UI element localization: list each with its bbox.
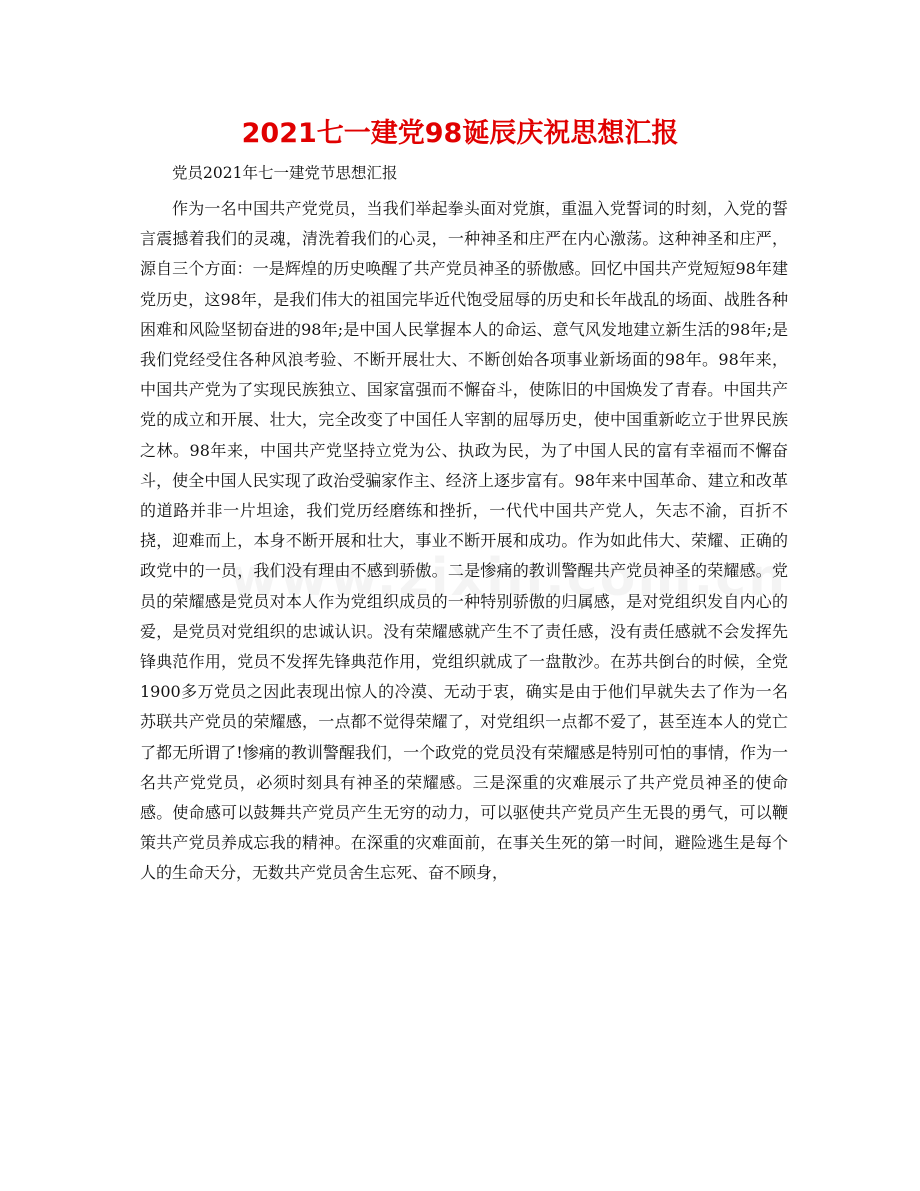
body-paragraph: 作为一名中国共产党党员，当我们举起拳头面对党旗，重温入党誓词的时刻，入党的誓言震撼着我们的灵魂，清洗着我们的心灵，一种神圣和庄严在内心激荡。这种神圣和庄严，源自三个方面：一是辉煌的历史唤醒了共产党员神圣的骄傲感。回忆中国共产党短短98年建党历史，这98年，是我们伟大的祖国完毕近代饱受屈辱的历史和长年战乱的场面、战胜各种困难和风险坚韧奋进的98年;是中国人民掌握本人的命运、意气风发地建立新生活的98年;是我们党经受住各种风浪考验、不断开展壮大、不断创始各项事业新场面的98年。98年来，中国共产党为了实现民族独立、国家富强而不懈奋斗，使陈旧的中国焕发了青春。中国共产党的成立和开展、壮大，完全改变了中国任人宰割的屈辱历史，使中国重新屹立于世界民族之林。98年来，中国共产党坚持立党为公、执政为民，为了中国人民的富有幸福而不懈奋斗，使全中国人民实现了政治受骗家作主、经济上逐步富有。98年来中国革命、建立和改革的道路并非一片坦途，我们党历经磨练和挫折，一代代中国共产党人，矢志不渝，百折不挠，迎难而上，本身不断开展和壮大，事业不断开展和成功。作为如此伟大、荣耀、正确的政党中的一员，我们没有理由不感到骄傲。二是惨痛的教训警醒共产党员神圣的荣耀感。党员的荣耀感是党员对本人作为党组织成员的一种特别骄傲的归属感，是对党组织发自内心的爱，是党员对党组织的忠诚认识。没有荣耀感就产生不了责任感，没有责任感就不会发挥先锋典范作用，党员不发挥先锋典范作用，党组织就成了一盘散沙。在苏共倒台的时候，全党1900多万党员之因此表现出惊人的冷漠、无动于衷，确实是由于他们早就失去了作为一名苏联共产党员的荣耀感，一点都不觉得荣耀了，对党组织一点都不爱了，甚至连本人的党亡了都无所谓了!惨痛的教训警醒我们，一个政党的党员没有荣耀感是特别可怕的事情，作为一名共产党党员，必须时刻具有神圣的荣耀感。三是深重的灾难展示了共产党员神圣的使命感。使命感可以鼓舞共产党员产生无穷的动力，可以驱使共产党员产生无畏的勇气，可以鞭策共产党员养成忘我的精神。在深重的灾难面前，在事关生死的第一时间，避险逃生是每个人的生命天分，无数共产党员舍生忘死、奋不顾身， (140, 199, 788, 883)
document-title: 2021七一建党98诞辰庆祝思想汇报 (241, 118, 679, 149)
document-subtitle: 党员2021年七一建党节思想汇报 (172, 164, 398, 182)
